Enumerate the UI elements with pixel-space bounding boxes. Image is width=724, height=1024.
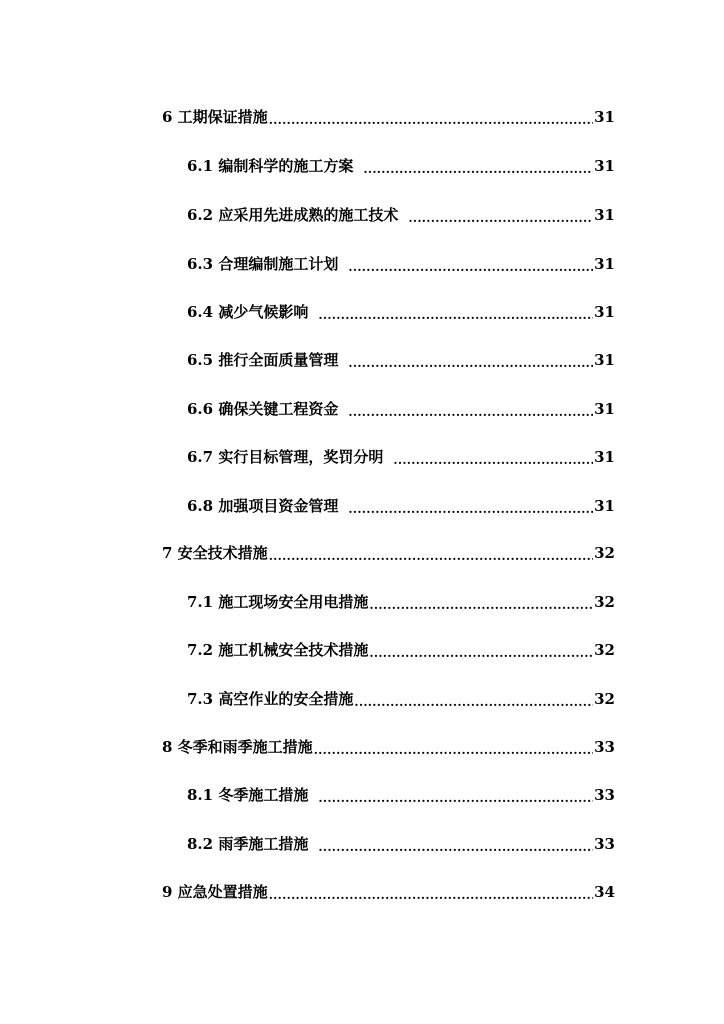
entry-number: 8.1 <box>187 786 214 804</box>
dot-leader <box>348 400 593 418</box>
dot-leader <box>314 738 593 756</box>
entry-page-number: 32 <box>594 690 615 708</box>
entry-title: 确保关键工程资金 <box>218 400 339 418</box>
entry-title: 编制科学的施工方案 <box>218 157 354 175</box>
dot-leader <box>269 544 593 562</box>
entry-number: 6.5 <box>187 351 214 369</box>
dot-leader <box>408 206 593 224</box>
entry-title: 应采用先进成熟的施工技术 <box>218 206 399 224</box>
dot-leader <box>318 786 593 804</box>
dot-leader <box>318 835 593 853</box>
toc-entry-6-8[interactable] <box>187 493 615 515</box>
toc-entry-8-2[interactable] <box>187 831 615 853</box>
toc-entry-8[interactable] <box>162 734 615 756</box>
dot-leader <box>369 641 593 659</box>
entry-title: 施工机械安全技术措施 <box>218 641 369 659</box>
entry-title: 高空作业的安全措施 <box>218 690 354 708</box>
entry-page-number: 31 <box>594 303 615 321</box>
toc-entry-6-3[interactable] <box>187 251 615 273</box>
entry-page-number: 31 <box>594 400 615 418</box>
entry-number: 6.7 <box>187 448 214 466</box>
entry-page-number: 32 <box>594 593 615 611</box>
entry-page-number: 33 <box>594 835 615 853</box>
dot-leader <box>269 108 593 126</box>
toc-entry-7[interactable] <box>162 540 615 562</box>
entry-number: 7.2 <box>187 641 214 659</box>
toc-entry-9[interactable] <box>162 879 615 901</box>
entry-page-number: 31 <box>594 497 615 515</box>
dot-leader <box>348 497 593 515</box>
dot-leader <box>269 883 593 901</box>
toc-entry-6-7[interactable] <box>187 444 615 466</box>
entry-page-number: 32 <box>594 544 615 562</box>
toc-entry-7-2[interactable] <box>187 637 615 659</box>
entry-number: 9 <box>162 883 173 901</box>
entry-title: 实行目标管理，奖罚分明 <box>218 448 384 466</box>
entry-number: 8.2 <box>187 835 214 853</box>
entry-title: 雨季施工措施 <box>218 835 309 853</box>
dot-leader <box>318 303 593 321</box>
toc-entry-6-2[interactable] <box>187 202 615 224</box>
entry-page-number: 31 <box>594 255 615 273</box>
toc-entry-6[interactable] <box>162 104 615 126</box>
entry-number: 6.3 <box>187 255 214 273</box>
toc-entry-8-1[interactable] <box>187 782 615 804</box>
entry-number: 7.3 <box>187 690 214 708</box>
entry-title: 安全技术措施 <box>177 544 268 562</box>
toc-entry-6-6[interactable] <box>187 396 615 418</box>
entry-number: 6.1 <box>187 157 214 175</box>
entry-number: 8 <box>162 738 173 756</box>
dot-leader <box>354 690 593 708</box>
entry-page-number: 31 <box>594 157 615 175</box>
entry-title: 应急处置措施 <box>177 883 268 901</box>
toc-entry-7-3[interactable] <box>187 686 615 708</box>
entry-number: 6.8 <box>187 497 214 515</box>
entry-title: 加强项目资金管理 <box>218 497 339 515</box>
entry-number: 6.2 <box>187 206 214 224</box>
entry-title: 推行全面质量管理 <box>218 351 339 369</box>
entry-page-number: 32 <box>594 641 615 659</box>
entry-page-number: 31 <box>594 448 615 466</box>
entry-number: 6 <box>162 108 173 126</box>
toc-entry-6-4[interactable] <box>187 299 615 321</box>
entry-number: 6.4 <box>187 303 214 321</box>
dot-leader <box>348 351 593 369</box>
toc-entry-7-1[interactable] <box>187 589 615 611</box>
entry-title: 减少气候影响 <box>218 303 309 321</box>
entry-number: 7.1 <box>187 593 214 611</box>
entry-page-number: 31 <box>594 351 615 369</box>
entry-title: 工期保证措施 <box>177 108 268 126</box>
dot-leader <box>363 157 593 175</box>
dot-leader <box>393 448 593 466</box>
entry-title: 冬季施工措施 <box>218 786 309 804</box>
toc-entry-6-5[interactable] <box>187 347 615 369</box>
entry-page-number: 31 <box>594 206 615 224</box>
entry-title: 施工现场安全用电措施 <box>218 593 369 611</box>
dot-leader <box>348 255 593 273</box>
entry-number: 7 <box>162 544 173 562</box>
entry-page-number: 33 <box>594 738 615 756</box>
entry-number: 6.6 <box>187 400 214 418</box>
entry-page-number: 34 <box>594 883 615 901</box>
dot-leader <box>369 593 593 611</box>
entry-title: 合理编制施工计划 <box>218 255 339 273</box>
entry-page-number: 31 <box>594 108 615 126</box>
entry-title: 冬季和雨季施工措施 <box>177 738 313 756</box>
entry-page-number: 33 <box>594 786 615 804</box>
toc-entry-6-1[interactable] <box>187 153 615 175</box>
